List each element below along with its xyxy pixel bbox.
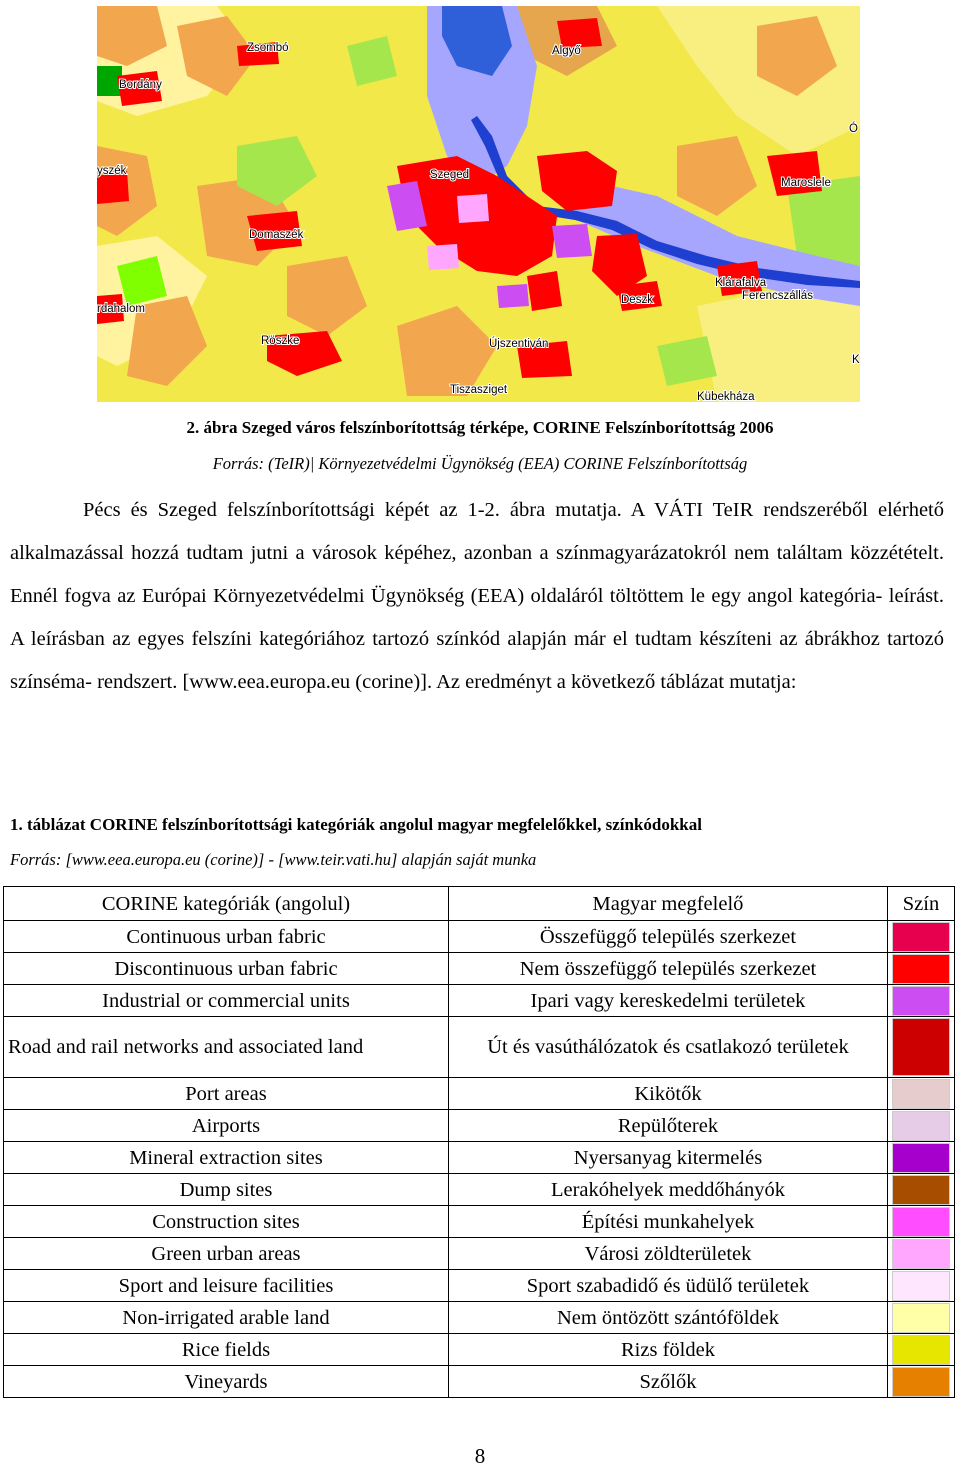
color-cell bbox=[887, 1110, 954, 1142]
category-hungarian: Lerakóhelyek meddőhányók bbox=[448, 1174, 887, 1206]
figure-caption: 2. ábra Szeged város felszínborítottság térképe, CORINE Felszínborítottság 2006 bbox=[186, 418, 774, 437]
category-english: Airports bbox=[4, 1110, 449, 1142]
map-label-10: Deszk bbox=[621, 294, 653, 306]
map-label-13: Újszentiván bbox=[489, 338, 549, 350]
category-hungarian: Nem összefüggő település szerkezet bbox=[448, 953, 887, 985]
category-english: Sport and leisure facilities bbox=[4, 1270, 449, 1302]
color-cell bbox=[887, 1366, 954, 1398]
category-english: Continuous urban fabric bbox=[4, 921, 449, 953]
header-hungarian: Magyar megfelelő bbox=[448, 887, 887, 921]
table-row bbox=[4, 1206, 955, 1238]
color-cell bbox=[887, 921, 954, 953]
map-label-3: Ó bbox=[849, 123, 858, 135]
category-hungarian: Szőlők bbox=[448, 1366, 887, 1398]
category-english: Vineyards bbox=[4, 1366, 449, 1398]
map-label-4: yszék bbox=[97, 165, 127, 177]
map-label-0: Zsombó bbox=[247, 42, 289, 54]
category-english: Discontinuous urban fabric bbox=[4, 953, 449, 985]
table-row bbox=[4, 1270, 955, 1302]
color-cell bbox=[887, 1078, 954, 1110]
map-label-15: Tiszasziget bbox=[450, 384, 508, 396]
color-cell bbox=[887, 953, 954, 985]
map-label-6: Maroslele bbox=[781, 177, 831, 189]
table-row bbox=[4, 921, 955, 953]
color-swatch bbox=[892, 922, 950, 952]
color-swatch bbox=[892, 1018, 950, 1076]
color-cell bbox=[887, 985, 954, 1017]
category-hungarian: Építési munkahelyek bbox=[448, 1206, 887, 1238]
table-row bbox=[4, 1334, 955, 1366]
category-english: Road and rail networks and associated land bbox=[4, 1017, 449, 1078]
color-swatch bbox=[892, 1111, 950, 1141]
color-cell bbox=[887, 1017, 954, 1078]
category-english: Industrial or commercial units bbox=[4, 985, 449, 1017]
category-english: Green urban areas bbox=[4, 1238, 449, 1270]
body-paragraph-container bbox=[10, 489, 944, 704]
body-paragraph: Pécs és Szeged felszínborítottsági képét az 1-2. ábra mutatja. A VÁTI TeIR rendszeréből elérhető alkalmazással hozzá tudtam jutni a városok képéhez, azonban a színmagyarázatokról nem találtam közzétételt. Ennél fogva az Európai Környezetvédelmi Ügynökség (EEA) oldaláról töltöttem le egy angol kategória- leírást. A leírásban az egyes felszíni kategóriához tartozó színkód alapján már el tudtam készíteni az ábrákhoz tartozó színséma- rendszert. [www.eea.europa.eu (corine)]. Az eredményt a következő táblázat mutatja: bbox=[10, 499, 944, 693]
category-hungarian: Ipari vagy kereskedelmi területek bbox=[448, 985, 887, 1017]
category-english: Rice fields bbox=[4, 1334, 449, 1366]
color-swatch bbox=[892, 1143, 950, 1173]
map-graphic bbox=[97, 6, 860, 402]
table-row bbox=[4, 1110, 955, 1142]
category-hungarian: Rizs földek bbox=[448, 1334, 887, 1366]
map-label-14: K bbox=[852, 354, 860, 366]
map-label-11: rdahalom bbox=[97, 303, 145, 315]
header-english: CORINE kategóriák (angolul) bbox=[4, 887, 449, 921]
table-row bbox=[4, 1238, 955, 1270]
category-hungarian: Kikötők bbox=[448, 1078, 887, 1110]
category-english: Non-irrigated arable land bbox=[4, 1302, 449, 1334]
table-row bbox=[4, 953, 955, 985]
map-label-2: Bordány bbox=[119, 79, 162, 91]
category-english: Mineral extraction sites bbox=[4, 1142, 449, 1174]
category-hungarian: Repülőterek bbox=[448, 1110, 887, 1142]
color-cell bbox=[887, 1174, 954, 1206]
table-row bbox=[4, 1078, 955, 1110]
table-row bbox=[4, 1142, 955, 1174]
color-swatch bbox=[892, 1175, 950, 1205]
category-hungarian: Nyersanyag kitermelés bbox=[448, 1142, 887, 1174]
color-swatch bbox=[892, 1271, 950, 1301]
color-swatch bbox=[892, 1367, 950, 1397]
table-header-row bbox=[4, 887, 955, 921]
category-hungarian: Városi zöldterületek bbox=[448, 1238, 887, 1270]
map-label-5: Szeged bbox=[430, 169, 470, 181]
category-english: Port areas bbox=[4, 1078, 449, 1110]
color-cell bbox=[887, 1238, 954, 1270]
table-row bbox=[4, 1366, 955, 1398]
color-swatch bbox=[892, 954, 950, 984]
land-cover-map bbox=[97, 6, 860, 402]
category-hungarian: Összefüggő település szerkezet bbox=[448, 921, 887, 953]
map-label-7: Domaszék bbox=[249, 229, 304, 241]
color-cell bbox=[887, 1302, 954, 1334]
table-row bbox=[4, 1174, 955, 1206]
color-swatch bbox=[892, 1207, 950, 1237]
corine-table bbox=[3, 886, 955, 1398]
map-label-9: Ferencszállás bbox=[742, 290, 813, 302]
map-label-8: Klárafalva bbox=[715, 277, 767, 289]
header-color: Szín bbox=[887, 887, 954, 921]
color-cell bbox=[887, 1270, 954, 1302]
category-english: Construction sites bbox=[4, 1206, 449, 1238]
category-english: Dump sites bbox=[4, 1174, 449, 1206]
color-swatch bbox=[892, 1239, 950, 1269]
table-row bbox=[4, 1302, 955, 1334]
page-number: 8 bbox=[474, 1444, 486, 1468]
category-hungarian: Sport szabadidő és üdülő területek bbox=[448, 1270, 887, 1302]
table-row bbox=[4, 985, 955, 1017]
color-swatch bbox=[892, 1079, 950, 1109]
table-body bbox=[4, 921, 955, 1398]
map-label-12: Röszke bbox=[261, 335, 300, 347]
color-cell bbox=[887, 1206, 954, 1238]
category-hungarian: Út és vasúthálózatok és csatlakozó területek bbox=[448, 1017, 887, 1078]
color-swatch bbox=[892, 1303, 950, 1333]
table-title: 1. táblázat CORINE felszínborítottsági kategóriák angolul magyar megfelelőkkel, színkódokkal bbox=[10, 815, 702, 834]
color-swatch bbox=[892, 986, 950, 1016]
figure-source: Forrás: (TeIR)| Környezetvédelmi Ügynökség (EEA) CORINE Felszínborítottság bbox=[212, 454, 748, 473]
map-label-1: Algyő bbox=[552, 45, 581, 57]
table-source: Forrás: [www.eea.europa.eu (corine)] - [www.teir.vati.hu] alapján saját munka bbox=[10, 850, 537, 869]
category-hungarian: Nem öntözött szántóföldek bbox=[448, 1302, 887, 1334]
color-cell bbox=[887, 1142, 954, 1174]
color-swatch bbox=[892, 1335, 950, 1365]
color-cell bbox=[887, 1334, 954, 1366]
map-label-16: Kübekháza bbox=[697, 391, 755, 402]
table-row bbox=[4, 1017, 955, 1078]
